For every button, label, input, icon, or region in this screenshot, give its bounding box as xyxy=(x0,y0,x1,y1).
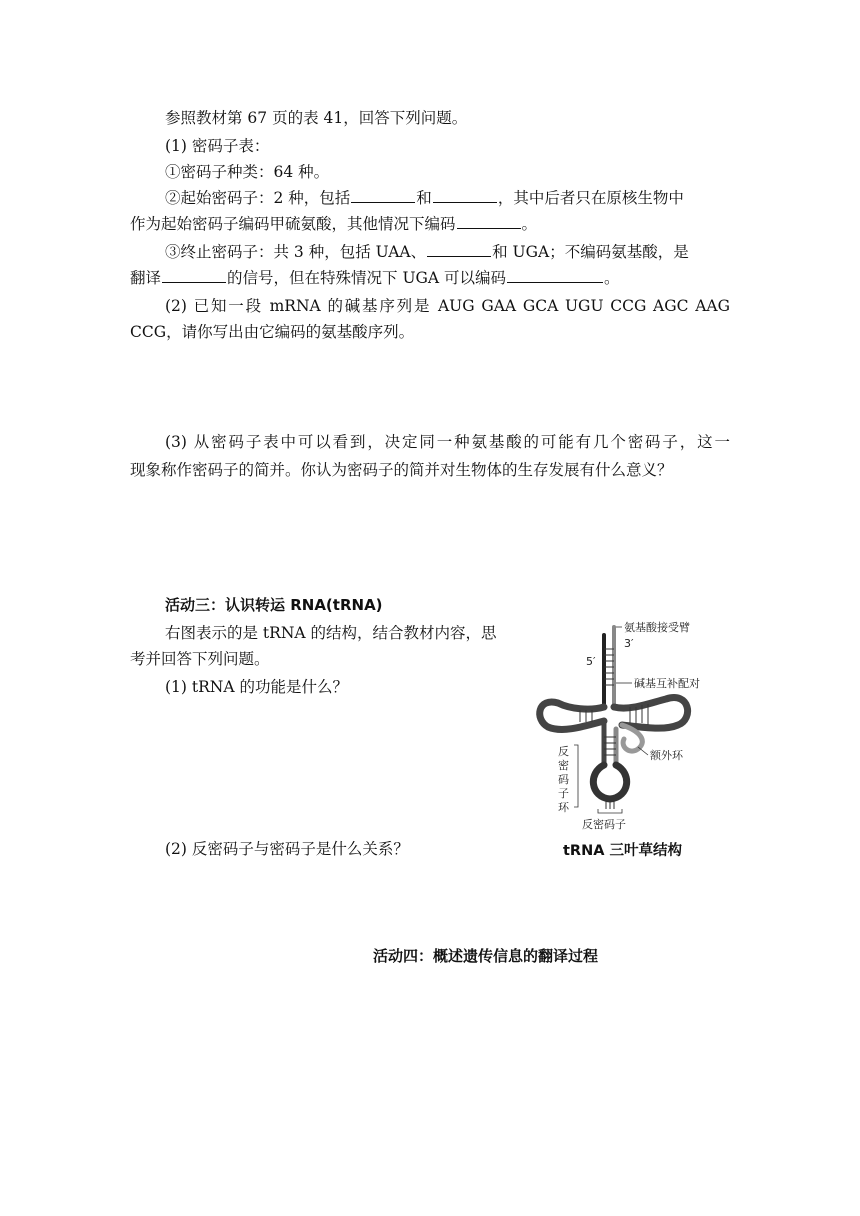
label-anticodon-loop-5: 环 xyxy=(558,801,569,814)
q1-item3-text5: 。 xyxy=(604,269,620,287)
q1-item2-text2: 和 xyxy=(416,189,432,207)
q1-item2-line2 xyxy=(130,213,730,235)
q3-line2: 现象称作密码子的简并。你认为密码子的简并对生物体的生存发展有什么意义？ xyxy=(130,461,673,479)
q1-item3-text2: 和 UGA；不编码氨基酸，是 xyxy=(492,243,689,261)
activity3-intro-line1: 右图表示的是 tRNA 的结构，结合教材内容，思 xyxy=(165,624,497,642)
q1-item1: ①密码子种类：64 种。 xyxy=(165,163,330,181)
label-anticodon-loop-4: 子 xyxy=(558,787,569,800)
q1-item3-text3: 翻译 xyxy=(130,269,162,287)
activity3-q1: (1) tRNA 的功能是什么？ xyxy=(165,678,348,696)
label-3prime: 3′ xyxy=(624,637,634,650)
uga-special-blank[interactable] xyxy=(507,267,603,283)
q1-item2-text4: 作为起始密码子编码甲硫氨酸，其他情况下编码 xyxy=(130,215,456,233)
label-5prime: 5′ xyxy=(586,655,596,668)
start-codon-blank-1[interactable] xyxy=(351,187,415,203)
activity3-heading: 活动三：认识转运 RNA(tRNA) xyxy=(165,596,383,614)
start-codon-blank-2[interactable] xyxy=(433,187,497,203)
start-codon-other-blank[interactable] xyxy=(457,213,521,229)
intro-text: 参照教材第 67 页的表 41，回答下列问题。 xyxy=(165,109,468,127)
q2-line1: (2) 已知一段 mRNA 的碱基序列是 AUG GAA GCA UGU CCG AGC AAG xyxy=(165,297,730,315)
activity3-q2: (2) 反密码子与密码子是什么关系？ xyxy=(165,840,409,858)
q1-item3-text1: ③终止密码子：共 3 种，包括 UAA、 xyxy=(165,243,427,261)
q1-item2-text1: ②起始密码子：2 种，包括 xyxy=(165,189,351,207)
label-extra-loop: 额外环 xyxy=(650,749,683,762)
d-loop xyxy=(540,702,604,730)
q1-item3-line2 xyxy=(130,267,730,289)
q1-item2-text3: ，其中后者只在原核生物中 xyxy=(497,189,684,207)
q1-title: (1) 密码子表： xyxy=(165,137,270,155)
label-anticodon-loop-1: 反 xyxy=(558,745,569,758)
anticodon-bracket xyxy=(598,809,622,813)
q3-line1: (3) 从密码子表中可以看到，决定同一种氨基酸的可能有几个密码子，这一 xyxy=(165,433,730,451)
activity4-heading: 活动四：概述遗传信息的翻译过程 xyxy=(373,947,599,965)
label-base-pairing: 碱基互补配对 xyxy=(634,677,700,690)
q1-item2-line1 xyxy=(165,187,730,209)
translation-end-blank[interactable] xyxy=(162,267,226,283)
anticodon-ticks xyxy=(606,801,614,809)
q2-line2: CCG，请你写出由它编码的氨基酸序列。 xyxy=(130,323,415,341)
q1-item3-text4: 的信号，但在特殊情况下 UGA 可以编码 xyxy=(227,269,507,287)
anticodon-loop-bracket xyxy=(574,745,578,807)
label-acceptor-arm: 氨基酸接受臂 xyxy=(624,621,690,634)
diagram-caption: tRNA 三叶草结构 xyxy=(563,843,683,859)
label-anticodon-loop-3: 码 xyxy=(558,773,569,786)
activity3-intro-line2: 考并回答下列问题。 xyxy=(130,650,270,668)
label-anticodon-loop-2: 密 xyxy=(558,759,569,772)
q1-item3-line1 xyxy=(165,241,730,263)
stop-codon-blank[interactable] xyxy=(427,241,491,257)
q1-item2-text5: 。 xyxy=(521,215,538,233)
trna-cloverleaf-diagram xyxy=(530,615,730,835)
label-anticodon: 反密码子 xyxy=(582,818,626,831)
anticodon-loop xyxy=(593,765,626,799)
